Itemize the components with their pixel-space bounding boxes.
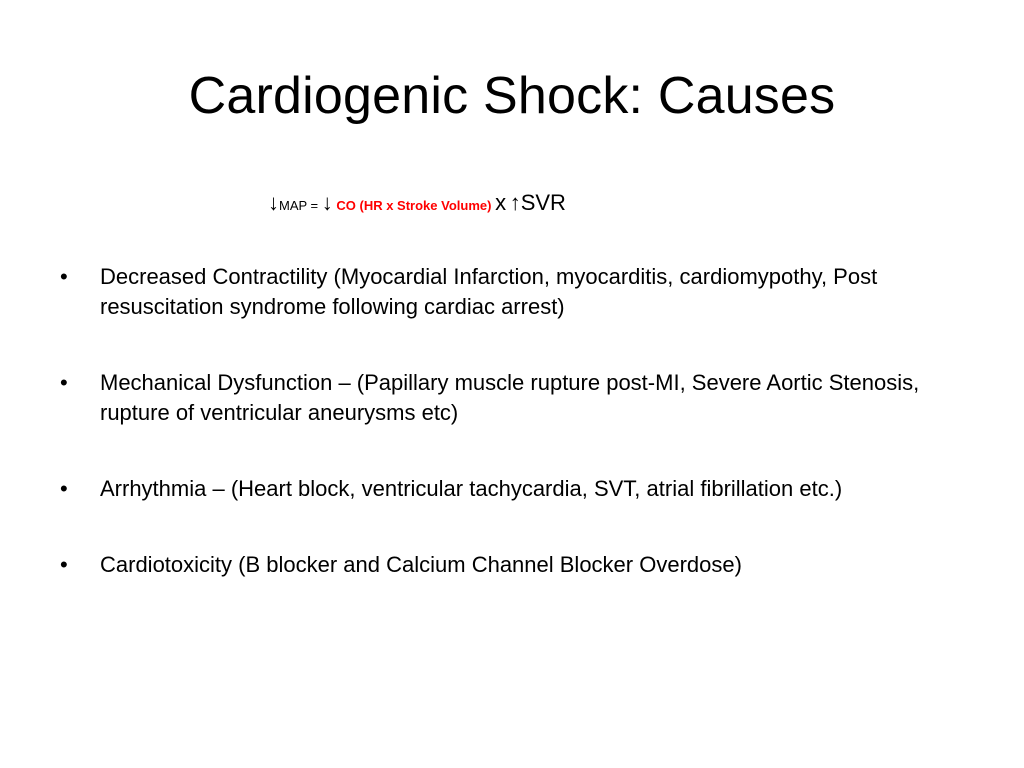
bullet-icon: • xyxy=(60,476,68,501)
bullet-text: Cardiotoxicity (B blocker and Calcium Channel Blocker Overdose) xyxy=(100,552,742,577)
list-item xyxy=(60,262,980,322)
bullet-icon: • xyxy=(60,264,68,289)
svr-label: SVR xyxy=(520,190,566,215)
map-label: MAP = xyxy=(279,198,319,213)
slide-title: Cardiogenic Shock: Causes xyxy=(188,67,836,125)
bullet-text: Mechanical Dysfunction – (Papillary muscle rupture post-MI, Severe Aortic Stenosis, rupture of ventricular aneurysms etc) xyxy=(100,370,920,425)
list-item xyxy=(60,550,980,580)
formula xyxy=(268,188,566,221)
co-down-arrow: ↓ xyxy=(321,190,333,215)
bullet-list xyxy=(60,262,980,626)
map-down-arrow: ↓ xyxy=(268,190,279,215)
bullet-text: Arrhythmia – (Heart block, ventricular tachycardia, SVT, atrial fibrillation etc.) xyxy=(100,476,843,501)
svr-up-arrow: ↑ xyxy=(509,190,521,215)
list-item xyxy=(60,368,980,428)
list-item xyxy=(60,474,980,504)
times-sign: x xyxy=(495,190,507,215)
bullet-icon: • xyxy=(60,552,68,577)
bullet-icon: • xyxy=(60,370,68,395)
bullet-text: Decreased Contractility (Myocardial Infarction, myocarditis, cardiomypothy, Post resuscitation syndrome following cardiac arrest) xyxy=(100,264,878,319)
co-label: CO (HR x Stroke Volume) xyxy=(336,198,492,213)
